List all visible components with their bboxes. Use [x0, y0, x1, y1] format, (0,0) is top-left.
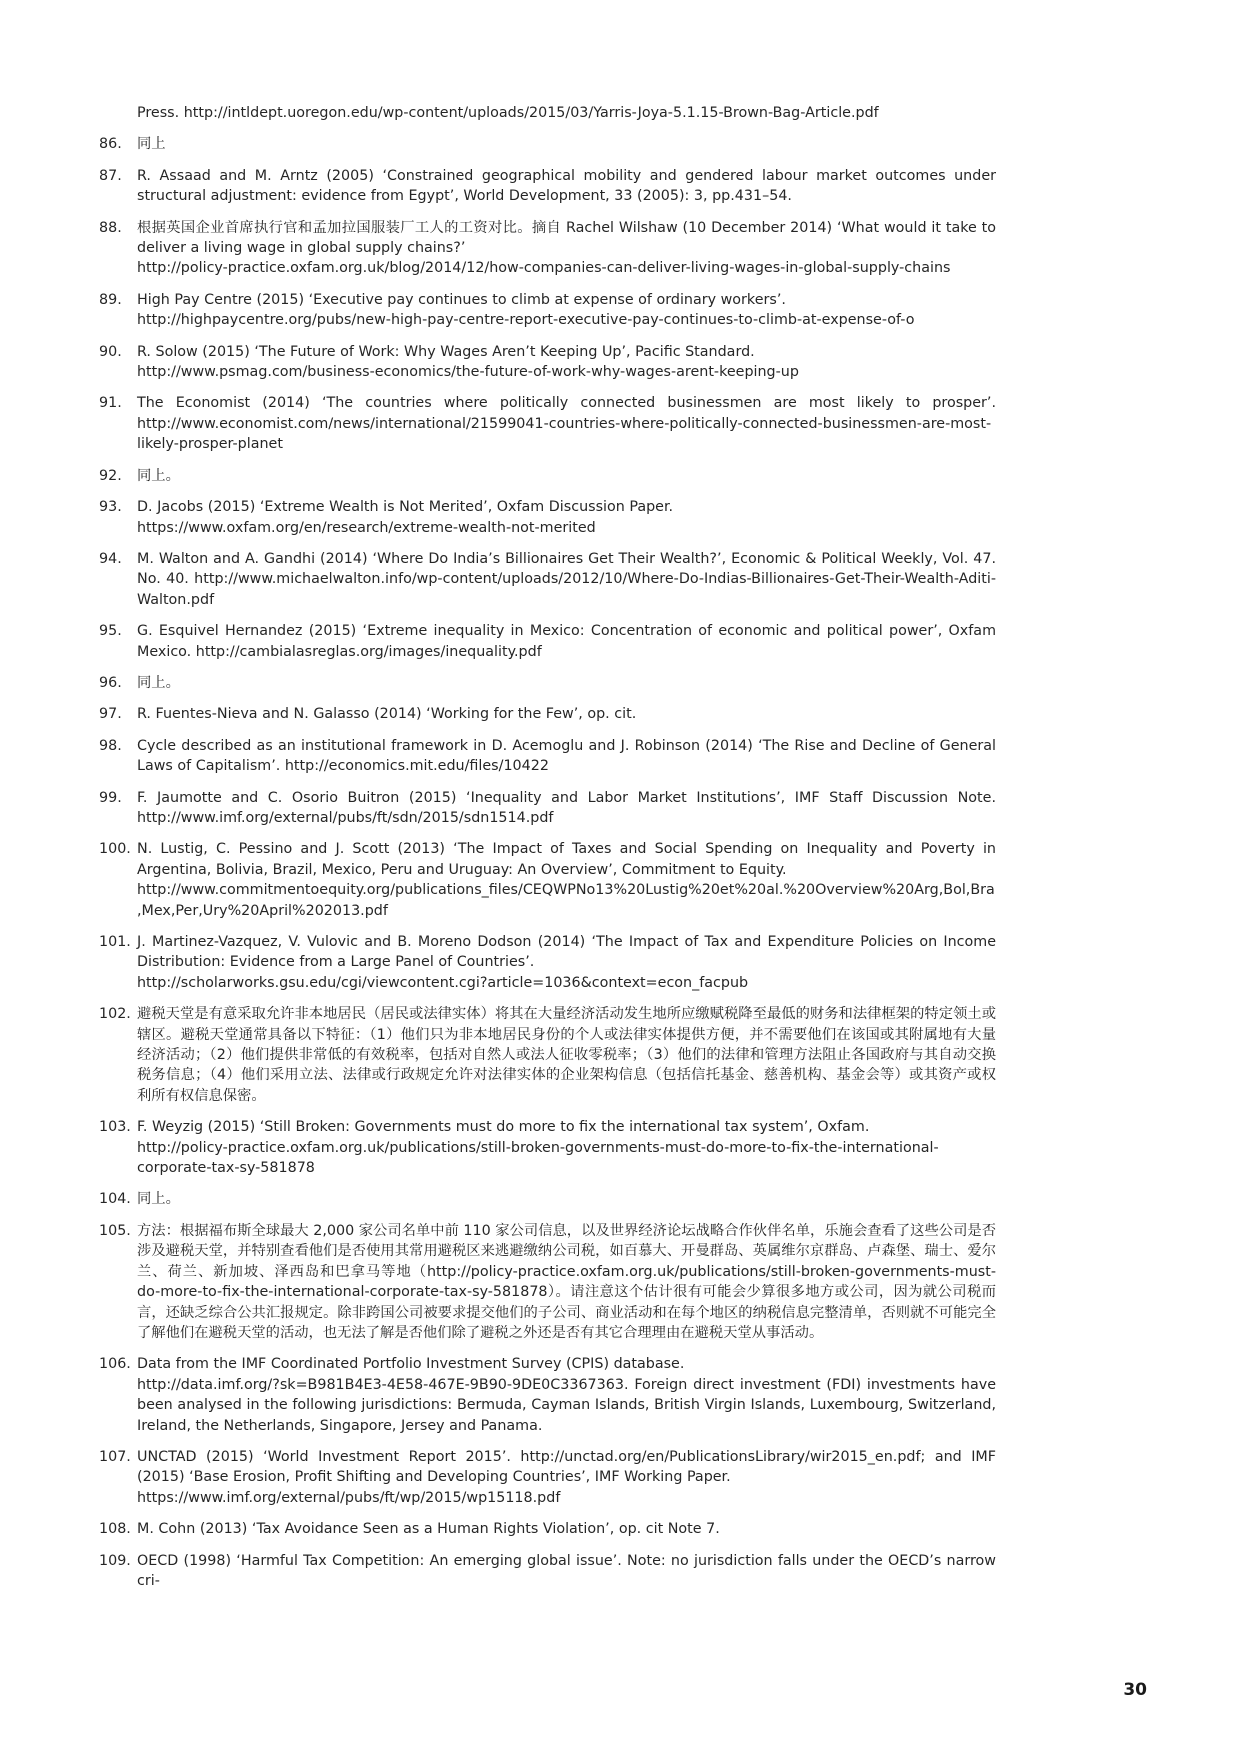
endnote-number: 103.: [99, 1119, 131, 1136]
endnote-line: J. Martinez-Vazquez, V. Vulovic and B. Moreno Dodson (2014) ‘The Impact of Tax and Expenditure Policies on Income Distribution: Evidence from a Large Panel of Countries’.: [137, 934, 996, 971]
endnote-line: Data from the IMF Coordinated Portfolio Investment Survey (CPIS) database.: [137, 1356, 685, 1373]
endnote-line: D. Jacobs (2015) ‘Extreme Wealth is Not Merited’, Oxfam Discussion Paper.: [137, 499, 674, 516]
endnote-line: 同上: [137, 136, 166, 153]
endnote-line: R. Fuentes-Nieva and N. Galasso (2014) ‘Working for the Few’, op. cit.: [137, 706, 637, 723]
endnote-line: M. Walton and A. Gandhi (2014) ‘Where Do India’s Billionaires Get Their Wealth?’, Economic & Political Weekly, Vol. 47. No. 40. http://www.michaelwalton.info/wp-content/uploads/2012/10/Where-Do-Indias-Billionaires-Get-Their-Wealth-Aditi-Walton.pdf: [137, 550, 996, 608]
endnote-text: [137, 1551, 996, 1592]
continued-note: [99, 103, 996, 123]
endnote-item: [99, 497, 996, 538]
endnote-item: [99, 549, 996, 610]
endnote-text: [137, 1004, 996, 1106]
endnote-number: 90.: [99, 343, 122, 360]
endnote-text: [137, 134, 996, 154]
endnote-number: 92.: [99, 467, 122, 484]
endnote-line: UNCTAD (2015) ‘World Investment Report 2015’. http://unctad.org/en/PublicationsLibrary/wir2015_en.pdf; and IMF (2015) ‘Base Erosion, Profit Shifting and Developing Countries’, IMF Working Paper.: [137, 1448, 996, 1486]
endnote-item: [99, 290, 996, 331]
endnote-text: [137, 704, 996, 724]
endnote-item: [99, 393, 996, 454]
endnote-text: [137, 166, 996, 207]
endnote-line: 根据英国企业首席执行官和孟加拉国服装厂工人的工资对比。摘自 Rachel Wilshaw (10 December 2014) ‘What would it take to deliver a living wage in global supply chains?’: [137, 219, 996, 257]
endnote-line: M. Cohn (2013) ‘Tax Avoidance Seen as a Human Rights Violation’, op. cit Note 7.: [137, 1521, 720, 1538]
endnotes-body: [99, 134, 996, 1591]
endnote-number: 108.: [99, 1521, 131, 1538]
endnote-link[interactable]: http://highpaycentre.org/pubs/new-high-pay-centre-report-executive-pay-continues-to-climb-at-expense-of-o: [137, 312, 915, 329]
endnote-number: 105.: [99, 1222, 131, 1239]
endnotes-list: [99, 103, 996, 1602]
endnote-text: [137, 393, 996, 454]
endnote-item: [99, 839, 996, 921]
endnote-number: 89.: [99, 291, 122, 308]
endnote-text: [137, 932, 996, 993]
endnote-line: F. Jaumotte and C. Osorio Buitron (2015) ‘Inequality and Labor Market Institutions’, IMF Staff Discussion Note. http://www.imf.org/external/pubs/ft/sdn/2015/sdn1514.pdf: [137, 789, 996, 826]
endnote-text: [137, 497, 996, 538]
endnote-line: R. Solow (2015) ‘The Future of Work: Why Wages Aren’t Keeping Up’, Pacific Standard.: [137, 343, 755, 360]
endnote-item: [99, 932, 996, 993]
endnote-number: 101.: [99, 934, 131, 950]
endnote-text: [137, 1447, 996, 1508]
endnote-number: 95.: [99, 623, 122, 640]
endnote-item: [99, 704, 996, 724]
endnote-item: [99, 788, 996, 829]
endnote-link[interactable]: http://policy-practice.oxfam.org.uk/blog/2014/12/how-companies-can-deliver-living-wages-in-global-supply-chains: [137, 260, 951, 277]
endnote-link[interactable]: http://www.psmag.com/business-economics/the-future-of-work-why-wages-arent-keeping-up: [137, 364, 799, 381]
endnote-text: [137, 290, 996, 331]
endnote-line: The Economist (2014) ‘The countries where politically connected businessmen are most likely to prosper’. http://www.economist.com/news/international/21599041-countries-where-politically-connected-businessmen-are-most-likely-prosper-planet: [137, 395, 996, 453]
endnote-link[interactable]: https://www.imf.org/external/pubs/ft/wp/2015/wp15118.pdf: [137, 1489, 561, 1506]
endnote-number: 94.: [99, 550, 122, 567]
endnote-item: [99, 166, 996, 207]
endnote-link[interactable]: http://www.commitmentoequity.org/publications_files/CEQWPNo13%20Lustig%20et%20al.%20Overview%20Arg,Bol,Bra,Mex,Per,Ury%20April%202013.pdf: [137, 882, 995, 919]
endnote-line: High Pay Centre (2015) ‘Executive pay continues to climb at expense of ordinary workers’.: [137, 291, 786, 308]
endnote-link[interactable]: http://policy-practice.oxfam.org.uk/publications/still-broken-governments-must-do-more-to-fix-the-international-corporate-tax-sy-581878: [137, 1139, 939, 1177]
endnote-number: 87.: [99, 167, 122, 184]
endnote-text: [137, 788, 996, 829]
endnote-link[interactable]: http://scholarworks.gsu.edu/cgi/viewcontent.cgi?article=1036&context=econ_facpub: [137, 974, 749, 991]
endnote-text: [137, 1189, 996, 1209]
endnote-text: [137, 621, 996, 662]
endnote-item: [99, 736, 996, 777]
endnote-number: 86.: [99, 136, 122, 153]
endnote-line: F. Weyzig (2015) ‘Still Broken: Governments must do more to fix the international tax system’, Oxfam.: [137, 1119, 870, 1136]
endnote-line: 同上。: [137, 674, 180, 691]
endnote-item: [99, 1221, 996, 1343]
endnote-text: [137, 549, 996, 610]
endnote-item: [99, 1447, 996, 1508]
endnote-text: [137, 839, 996, 921]
endnote-line: 方法：根据福布斯全球最大 2,000 家公司名单中前 110 家公司信息，以及世界经济论坛战略合作伙伴名单，乐施会查看了这些公司是否涉及避税天堂，并特别查看他们是否使用其常用避税区来逃避缴纳公司税，如百慕大、开曼群岛、英属维尔京群岛、卢森堡、瑞士、爱尔兰、荷兰、新加坡、泽西岛和巴拿马等地（http://policy-practice.oxfam.org.uk/publications/still-broken-governments-must-do-more-to-fix-the-international-corporate-tax-sy-581878）。请注意这个估计很有可能会少算很多地方或公司，因为就公司税而言，还缺乏综合公共汇报规定。除非跨国公司被要求提交他们的子公司、商业活动和在每个地区的纳税信息完整清单，否则就不可能完全了解他们在避税天堂的活动，也无法了解是否他们除了避税之外还是否有其它合理理由在避税天堂从事活动。: [137, 1222, 996, 1341]
endnote-line: N. Lustig, C. Pessino and J. Scott (2013) ‘The Impact of Taxes and Social Spending on Inequality and Poverty in Argentina, Bolivia, Brazil, Mexico, Peru and Uruguay: An Overview’, Commitment to Equity.: [137, 841, 996, 878]
endnote-number: 107.: [99, 1448, 131, 1465]
endnote-number: 99.: [99, 789, 122, 806]
endnote-number: 100.: [99, 841, 131, 858]
endnote-number: 106.: [99, 1356, 131, 1373]
page-number: 30: [1123, 1680, 1147, 1700]
endnote-number: 98.: [99, 737, 122, 754]
endnote-item: [99, 673, 996, 693]
endnote-text: [137, 1354, 996, 1436]
endnote-line: 同上。: [137, 1191, 180, 1208]
endnote-line: OECD (1998) ‘Harmful Tax Competition: An emerging global issue’. Note: no jurisdiction falls under the OECD’s narrow cri-: [137, 1552, 996, 1589]
endnote-item: [99, 134, 996, 154]
endnote-item: [99, 1354, 996, 1436]
endnote-item: [99, 342, 996, 383]
endnote-number: 104.: [99, 1191, 131, 1208]
endnote-item: [99, 1551, 996, 1592]
endnote-line: 避税天堂是有意采取允许非本地居民（居民或法律实体）将其在大量经济活动发生地所应缴赋税降至最低的财务和法律框架的特定领土或辖区。避税天堂通常具备以下特征：（1）他们只为非本地居民身份的个人或法律实体提供方便，并不需要他们在该国或其附属地有大量经济活动；（2）他们提供非常低的有效税率，包括对自然人或法人征收零税率；（3）他们的法律和管理方法阻止各国政府与其自动交换税务信息；（4）他们采用立法、法律或行政规定允许对法律实体的企业架构信息（包括信托基金、慈善机构、基金会等）或其资产或权利所有权信息保密。: [137, 1006, 996, 1104]
endnote-item: [99, 1189, 996, 1209]
endnote-item: [99, 218, 996, 279]
endnote-text: [137, 466, 996, 486]
endnote-item: [99, 1117, 996, 1178]
endnote-link[interactable]: https://www.oxfam.org/en/research/extreme-wealth-not-merited: [137, 519, 596, 536]
endnote-number: 88.: [99, 219, 122, 236]
endnote-text: [137, 342, 996, 383]
endnote-line: Cycle described as an institutional framework in D. Acemoglu and J. Robinson (2014) ‘The Rise and Decline of General Laws of Capitalism’. http://economics.mit.edu/files/10422: [137, 737, 996, 775]
endnote-text: [137, 1221, 996, 1343]
endnote-number: 91.: [99, 395, 122, 412]
endnote-line: 同上。: [137, 467, 180, 484]
endnote-number: 97.: [99, 706, 122, 723]
endnote-text: [137, 1519, 996, 1539]
endnote-text: [137, 218, 996, 279]
endnote-text: [137, 736, 996, 777]
endnote-item: [99, 621, 996, 662]
endnote-number: 109.: [99, 1552, 131, 1569]
endnote-number: 96.: [99, 674, 122, 691]
endnote-text: [137, 1117, 996, 1178]
endnote-link[interactable]: http://data.imf.org/?sk=B981B4E3-4E58-467E-9B90-9DE0C3367363. Foreign direct investment (FDI) investments have been analysed in the following jurisdictions: Bermuda, Cayman Islands, British Virgin Islands, Luxembourg, Switzerland, Ireland, the Netherlands, Singapore, Jersey and Panama.: [137, 1376, 996, 1434]
endnote-line: R. Assaad and M. Arntz (2005) ‘Constrained geographical mobility and gendered labour market outcomes under structural adjustment: evidence from Egypt’, World Development, 33 (2005): 3, pp.431–54.: [137, 167, 996, 205]
endnote-text: [137, 673, 996, 693]
endnote-item: [99, 1004, 996, 1106]
continued-note-link[interactable]: http://intldept.uoregon.edu/wp-content/uploads/2015/03/Yarris-Joya-5.1.15-Brown-Bag-Article.pdf: [183, 105, 879, 121]
endnote-line: G. Esquivel Hernandez (2015) ‘Extreme inequality in Mexico: Concentration of economic and political power’, Oxfam Mexico. http://cambialasreglas.org/images/inequality.pdf: [137, 623, 996, 660]
endnote-item: [99, 466, 996, 486]
endnote-number: 93.: [99, 499, 122, 516]
continued-note-line: Press.: [137, 105, 180, 121]
endnote-item: [99, 1519, 996, 1539]
endnote-number: 102.: [99, 1006, 131, 1023]
